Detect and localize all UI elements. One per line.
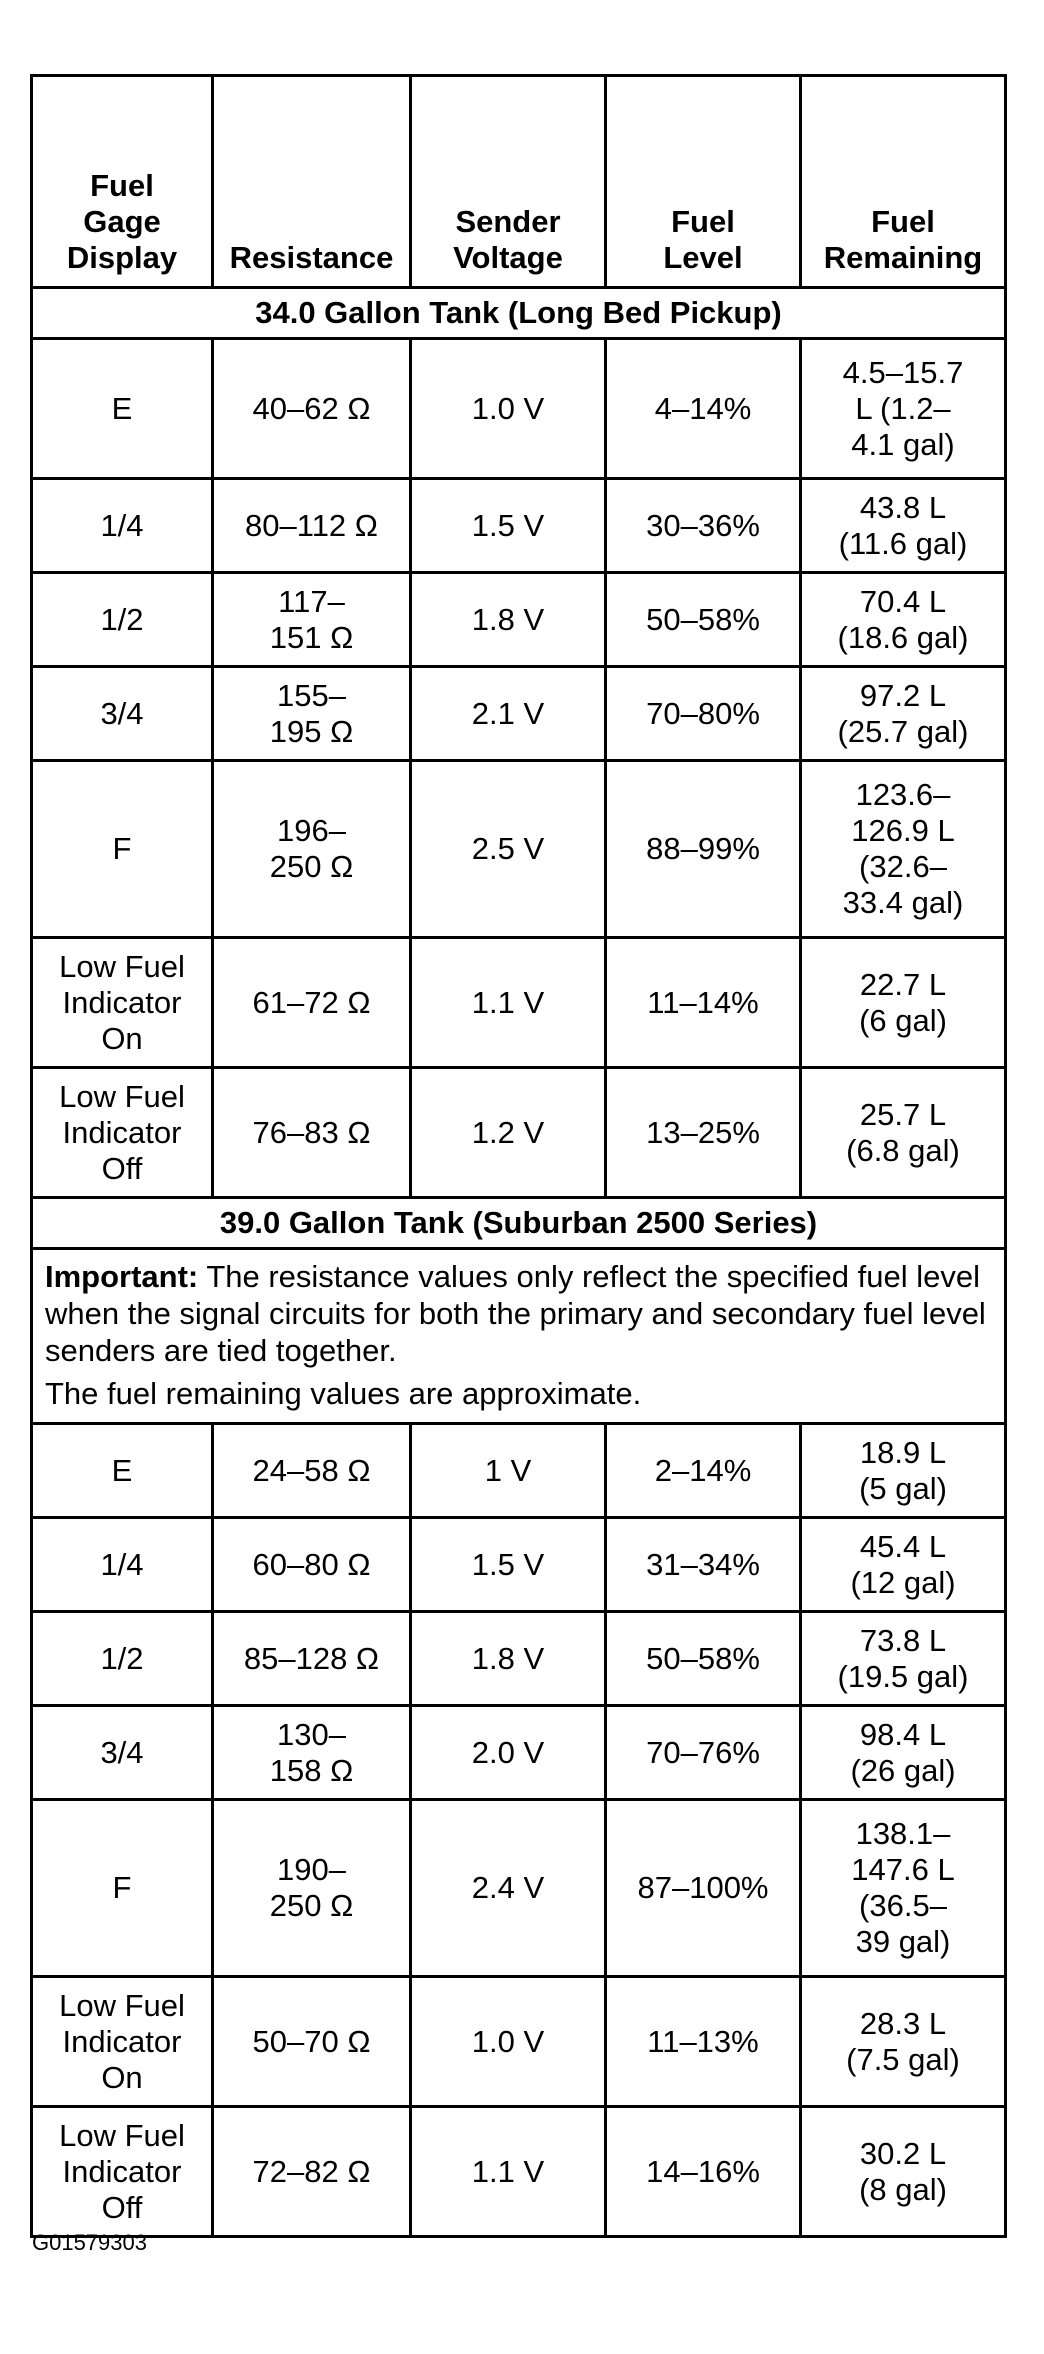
cell-display: F (32, 1800, 213, 1977)
table-row (32, 573, 1006, 667)
table-row (32, 2107, 1006, 2237)
cell-level: 50–58% (606, 573, 801, 667)
cell-voltage: 1.8 V (411, 573, 606, 667)
header-fuel-gage-display: Fuel Gage Display (32, 76, 213, 288)
cell-remaining: 28.3 L (7.5 gal) (801, 1977, 1006, 2107)
header-row (32, 76, 1006, 288)
section-title-39-gallon: 39.0 Gallon Tank (Suburban 2500 Series) (32, 1198, 1006, 1249)
cell-resistance: 24–58 Ω (213, 1424, 411, 1518)
cell-level: 11–13% (606, 1977, 801, 2107)
cell-resistance: 155– 195 Ω (213, 667, 411, 761)
cell-voltage: 1.8 V (411, 1612, 606, 1706)
cell-remaining: 45.4 L (12 gal) (801, 1518, 1006, 1612)
cell-voltage: 1.5 V (411, 479, 606, 573)
cell-display: Low Fuel Indicator On (32, 1977, 213, 2107)
cell-display: Low Fuel Indicator Off (32, 2107, 213, 2237)
table-row (32, 1800, 1006, 1977)
approximate-note-text: The fuel remaining values are approximate. (45, 1376, 642, 1411)
cell-display: Low Fuel Indicator On (32, 938, 213, 1068)
cell-remaining: 4.5–15.7 L (1.2– 4.1 gal) (801, 339, 1006, 479)
cell-display: 3/4 (32, 1706, 213, 1800)
header-resistance: Resistance (213, 76, 411, 288)
cell-display: E (32, 339, 213, 479)
cell-display: E (32, 1424, 213, 1518)
important-label: Important: (45, 1259, 199, 1294)
table-row (32, 1068, 1006, 1198)
cell-level: 4–14% (606, 339, 801, 479)
header-sender-voltage: Sender Voltage (411, 76, 606, 288)
table-row (32, 1977, 1006, 2107)
header-fuel-remaining: Fuel Remaining (801, 76, 1006, 288)
cell-remaining: 138.1– 147.6 L (36.5– 39 gal) (801, 1800, 1006, 1977)
fuel-gage-table-sheet (30, 74, 1004, 2238)
cell-level: 14–16% (606, 2107, 801, 2237)
cell-voltage: 2.0 V (411, 1706, 606, 1800)
cell-remaining: 18.9 L (5 gal) (801, 1424, 1006, 1518)
cell-resistance: 76–83 Ω (213, 1068, 411, 1198)
cell-remaining: 30.2 L (8 gal) (801, 2107, 1006, 2237)
cell-remaining: 22.7 L (6 gal) (801, 938, 1006, 1068)
cell-level: 70–76% (606, 1706, 801, 1800)
cell-level: 70–80% (606, 667, 801, 761)
important-note-paragraph (45, 1258, 994, 1369)
table-row (32, 1612, 1006, 1706)
important-note (32, 1249, 1006, 1424)
cell-resistance: 40–62 Ω (213, 339, 411, 479)
fuel-gage-table (30, 74, 1007, 2238)
cell-resistance: 196– 250 Ω (213, 761, 411, 938)
table-row (32, 1706, 1006, 1800)
cell-voltage: 1.5 V (411, 1518, 606, 1612)
table-row (32, 938, 1006, 1068)
header-fuel-level: Fuel Level (606, 76, 801, 288)
cell-voltage: 1.2 V (411, 1068, 606, 1198)
important-note-text: The resistance values only reflect the specified fuel level when the signal circuits for both the primary and secondary fuel level senders are tied together. (45, 1259, 986, 1368)
cell-remaining: 25.7 L (6.8 gal) (801, 1068, 1006, 1198)
cell-voltage: 2.5 V (411, 761, 606, 938)
cell-resistance: 80–112 Ω (213, 479, 411, 573)
cell-remaining: 98.4 L (26 gal) (801, 1706, 1006, 1800)
cell-display: 1/2 (32, 573, 213, 667)
cell-level: 50–58% (606, 1612, 801, 1706)
table-row (32, 667, 1006, 761)
cell-display: 3/4 (32, 667, 213, 761)
cell-level: 87–100% (606, 1800, 801, 1977)
cell-display: 1/4 (32, 479, 213, 573)
table-row (32, 1518, 1006, 1612)
cell-remaining: 70.4 L (18.6 gal) (801, 573, 1006, 667)
cell-remaining: 97.2 L (25.7 gal) (801, 667, 1006, 761)
section-title-row (32, 1198, 1006, 1249)
cell-voltage: 1.1 V (411, 2107, 606, 2237)
cell-remaining: 123.6– 126.9 L (32.6– 33.4 gal) (801, 761, 1006, 938)
cell-remaining: 73.8 L (19.5 gal) (801, 1612, 1006, 1706)
cell-resistance: 72–82 Ω (213, 2107, 411, 2237)
cell-display: 1/2 (32, 1612, 213, 1706)
cell-display: F (32, 761, 213, 938)
section-title-row (32, 288, 1006, 339)
cell-resistance: 60–80 Ω (213, 1518, 411, 1612)
table-row (32, 761, 1006, 938)
cell-level: 30–36% (606, 479, 801, 573)
cell-voltage: 1.0 V (411, 339, 606, 479)
cell-resistance: 61–72 Ω (213, 938, 411, 1068)
table-row (32, 479, 1006, 573)
cell-voltage: 2.4 V (411, 1800, 606, 1977)
important-note-row (32, 1249, 1006, 1424)
cell-resistance: 85–128 Ω (213, 1612, 411, 1706)
cell-resistance: 190– 250 Ω (213, 1800, 411, 1977)
cell-level: 2–14% (606, 1424, 801, 1518)
cell-resistance: 117– 151 Ω (213, 573, 411, 667)
section-title-34-gallon: 34.0 Gallon Tank (Long Bed Pickup) (32, 288, 1006, 339)
cell-level: 88–99% (606, 761, 801, 938)
cell-remaining: 43.8 L (11.6 gal) (801, 479, 1006, 573)
cell-level: 31–34% (606, 1518, 801, 1612)
cell-level: 13–25% (606, 1068, 801, 1198)
cell-voltage: 1 V (411, 1424, 606, 1518)
table-row (32, 339, 1006, 479)
cell-display: Low Fuel Indicator Off (32, 1068, 213, 1198)
cell-voltage: 2.1 V (411, 667, 606, 761)
cell-voltage: 1.1 V (411, 938, 606, 1068)
figure-code: G01579303 (32, 2230, 147, 2255)
cell-voltage: 1.0 V (411, 1977, 606, 2107)
table-row (32, 1424, 1006, 1518)
cell-display: 1/4 (32, 1518, 213, 1612)
cell-resistance: 50–70 Ω (213, 1977, 411, 2107)
cell-resistance: 130– 158 Ω (213, 1706, 411, 1800)
cell-level: 11–14% (606, 938, 801, 1068)
